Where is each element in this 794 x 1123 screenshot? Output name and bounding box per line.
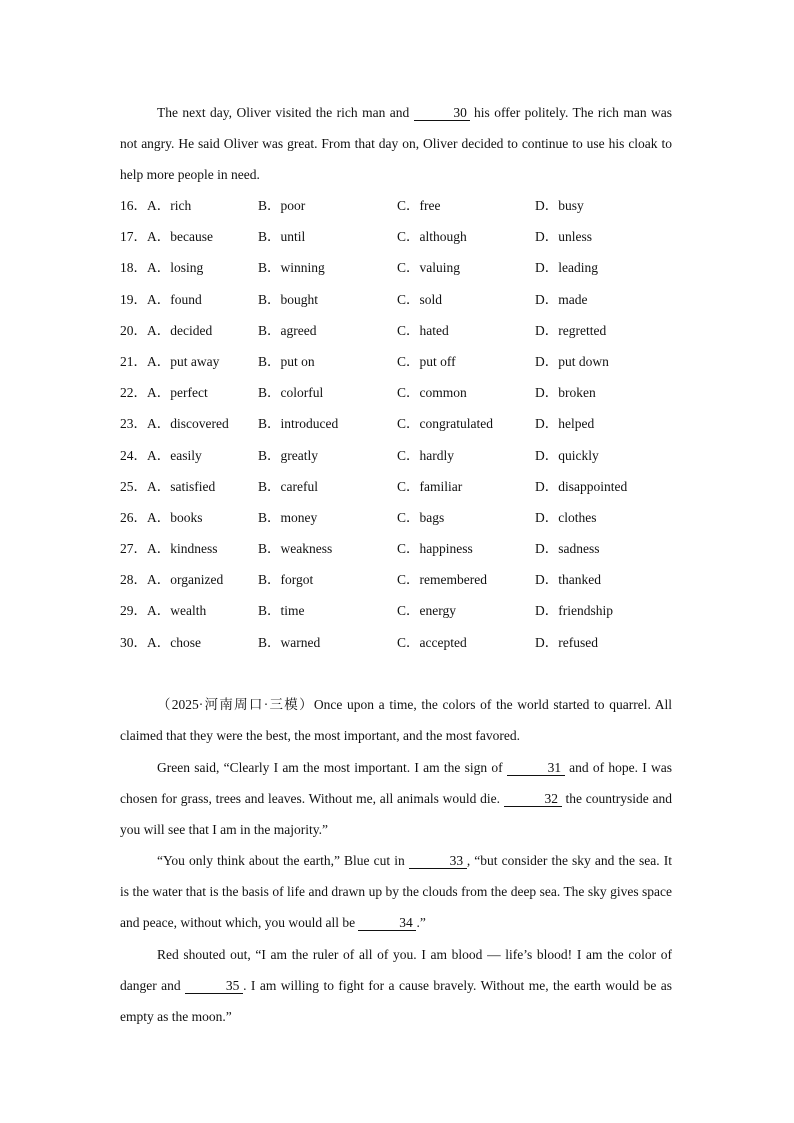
option-b: B．agreed	[258, 322, 317, 338]
option-c: C．common	[397, 385, 467, 401]
question-number-and-option-a	[120, 252, 203, 283]
question-number: 20．	[120, 322, 147, 338]
option-c: C．energy	[397, 603, 456, 619]
option-d: D．disappointed	[535, 478, 628, 494]
question-number-and-option-a	[120, 408, 229, 439]
question-number: 26．	[120, 509, 147, 525]
question-row	[120, 502, 680, 533]
option-a: A．easily	[147, 447, 202, 463]
question-row	[120, 595, 680, 626]
passage2-intro	[120, 689, 672, 751]
red-paragraph	[120, 939, 672, 1033]
paragraph-text: “You only think about the earth,” Blue cut in	[157, 853, 409, 868]
option-b: B．introduced	[258, 416, 339, 432]
option-a: A．discovered	[147, 416, 229, 432]
option-b: B．money	[258, 509, 318, 525]
option-b: B．winning	[258, 260, 325, 276]
question-number: 17．	[120, 229, 147, 245]
option-c: C．congratulated	[397, 416, 493, 432]
option-a: A．kindness	[147, 541, 218, 557]
option-d: D．busy	[535, 198, 584, 213]
question-number: 30．	[120, 634, 147, 650]
question-row	[120, 440, 680, 471]
option-b: B．weakness	[258, 541, 333, 557]
option-d: D．broken	[535, 385, 596, 401]
paragraph-text: the countryside and you will see that I am in the majority.”	[120, 791, 672, 838]
blank-30: 30	[414, 105, 470, 121]
question-number-and-option-a	[120, 284, 202, 315]
option-d: D．regretted	[535, 322, 607, 338]
question-number-and-option-a	[120, 221, 213, 252]
option-d: D．put down	[535, 353, 609, 369]
paragraph-text: Once upon a time, the colors of the world started to quarrel. All claimed that they were the best, the most important, and the most favored.	[120, 697, 672, 744]
question-number-and-option-a	[120, 190, 191, 221]
option-c: C．although	[397, 229, 467, 245]
option-b: B．forgot	[258, 572, 314, 588]
option-c: C．happiness	[397, 541, 473, 557]
question-number-and-option-a	[120, 627, 201, 658]
option-d: D．helped	[535, 416, 595, 432]
question-number-and-option-a	[120, 502, 203, 533]
option-b: B．put on	[258, 353, 315, 369]
question-number-and-option-a	[120, 377, 208, 408]
option-a: A．rich	[147, 198, 192, 213]
question-number: 29．	[120, 603, 147, 619]
option-a: A．books	[147, 509, 203, 525]
option-b: B．greatly	[258, 447, 318, 463]
option-a: A．perfect	[147, 385, 208, 401]
option-b: B．colorful	[258, 385, 324, 401]
question-row	[120, 346, 680, 377]
question-number: 27．	[120, 541, 147, 557]
option-d: D．unless	[535, 229, 592, 245]
option-a: A．decided	[147, 322, 213, 338]
question-number-and-option-a	[120, 564, 223, 595]
question-number: 23．	[120, 416, 147, 432]
option-d: D．made	[535, 291, 588, 307]
option-d: D．friendship	[535, 603, 613, 619]
blank-31: 31	[507, 760, 565, 776]
question-number: 16．	[120, 198, 147, 213]
option-a: A．wealth	[147, 603, 207, 619]
option-b: B．warned	[258, 634, 321, 650]
question-row	[120, 190, 680, 221]
question-row	[120, 284, 680, 315]
option-d: D．leading	[535, 260, 598, 276]
blank-35: 35	[185, 978, 243, 994]
question-number: 22．	[120, 385, 147, 401]
option-c: C．bags	[397, 509, 445, 525]
question-row	[120, 377, 680, 408]
option-b: B．bought	[258, 291, 319, 307]
question-number-and-option-a	[120, 440, 202, 471]
question-row	[120, 408, 680, 439]
option-b: B．careful	[258, 478, 318, 494]
question-number: 24．	[120, 447, 147, 463]
option-c: C．put off	[397, 353, 456, 369]
passage1-final-paragraph	[120, 97, 672, 191]
question-number: 19．	[120, 291, 147, 307]
paragraph-text: and of hope. I was chosen for grass, trees and leaves. Without me, all animals would die.	[120, 760, 672, 807]
source-label: （2025·河南周口·三模）	[157, 697, 314, 712]
option-d: D．refused	[535, 634, 598, 650]
paragraph-text: Red shouted out, “I am the ruler of all of you. I am blood — life’s blood! I am the color of danger and	[120, 947, 672, 994]
green-paragraph	[120, 752, 672, 846]
question-number-and-option-a	[120, 346, 219, 377]
question-number: 18．	[120, 260, 147, 276]
option-b: B．poor	[258, 198, 306, 213]
option-a: A．because	[147, 229, 213, 245]
paragraph-text: . I am willing to fight for a cause bravely. Without me, the earth would be as empty as the moon.”	[120, 978, 672, 1025]
option-b: B．until	[258, 229, 306, 245]
option-c: C．accepted	[397, 634, 467, 650]
paragraph-text: his offer politely. The rich man was not angry. He said Oliver was great. From that day on, Oliver decided to continue to use his cloak to help more people in need.	[120, 105, 672, 183]
blue-paragraph	[120, 845, 672, 939]
question-number-and-option-a	[120, 471, 215, 502]
option-c: C．sold	[397, 291, 443, 307]
paragraph-text: .”	[416, 915, 426, 931]
option-c: C．remembered	[397, 572, 487, 588]
question-row	[120, 471, 680, 502]
question-row	[120, 564, 680, 595]
question-number: 28．	[120, 572, 147, 588]
option-a: A．found	[147, 291, 202, 307]
options-list	[120, 190, 680, 658]
question-number-and-option-a	[120, 315, 212, 346]
option-d: D．sadness	[535, 541, 600, 557]
option-a: A．chose	[147, 634, 201, 650]
question-number-and-option-a	[120, 533, 218, 564]
option-c: C．free	[397, 198, 441, 213]
blank-34: 34	[358, 915, 416, 931]
question-number: 25．	[120, 478, 147, 494]
option-a: A．organized	[147, 572, 224, 588]
option-c: C．hated	[397, 322, 449, 338]
option-a: A．put away	[147, 353, 220, 369]
question-row	[120, 533, 680, 564]
paragraph-text: The next day, Oliver visited the rich man and	[157, 105, 414, 120]
option-c: C．hardly	[397, 447, 454, 463]
option-a: A．satisfied	[147, 478, 216, 494]
option-c: C．familiar	[397, 478, 463, 494]
question-number-and-option-a	[120, 595, 206, 626]
question-number: 21．	[120, 353, 147, 369]
question-row	[120, 315, 680, 346]
option-c: C．valuing	[397, 260, 460, 276]
option-d: D．quickly	[535, 447, 599, 463]
option-b: B．time	[258, 603, 305, 619]
blank-33: 33	[409, 853, 467, 869]
option-a: A．losing	[147, 260, 204, 276]
paragraph-text: , “but consider the sky and the sea. It is the water that is the basis of life and drawn up by the clouds from the deep sea. The sky gives space and peace, without which, you would all be	[120, 853, 672, 931]
option-d: D．thanked	[535, 572, 601, 588]
question-row	[120, 627, 680, 658]
question-row	[120, 221, 680, 252]
option-d: D．clothes	[535, 509, 597, 525]
paragraph-text: Green said, “Clearly I am the most important. I am the sign of	[157, 760, 507, 775]
question-row	[120, 252, 680, 283]
blank-32: 32	[504, 791, 562, 807]
